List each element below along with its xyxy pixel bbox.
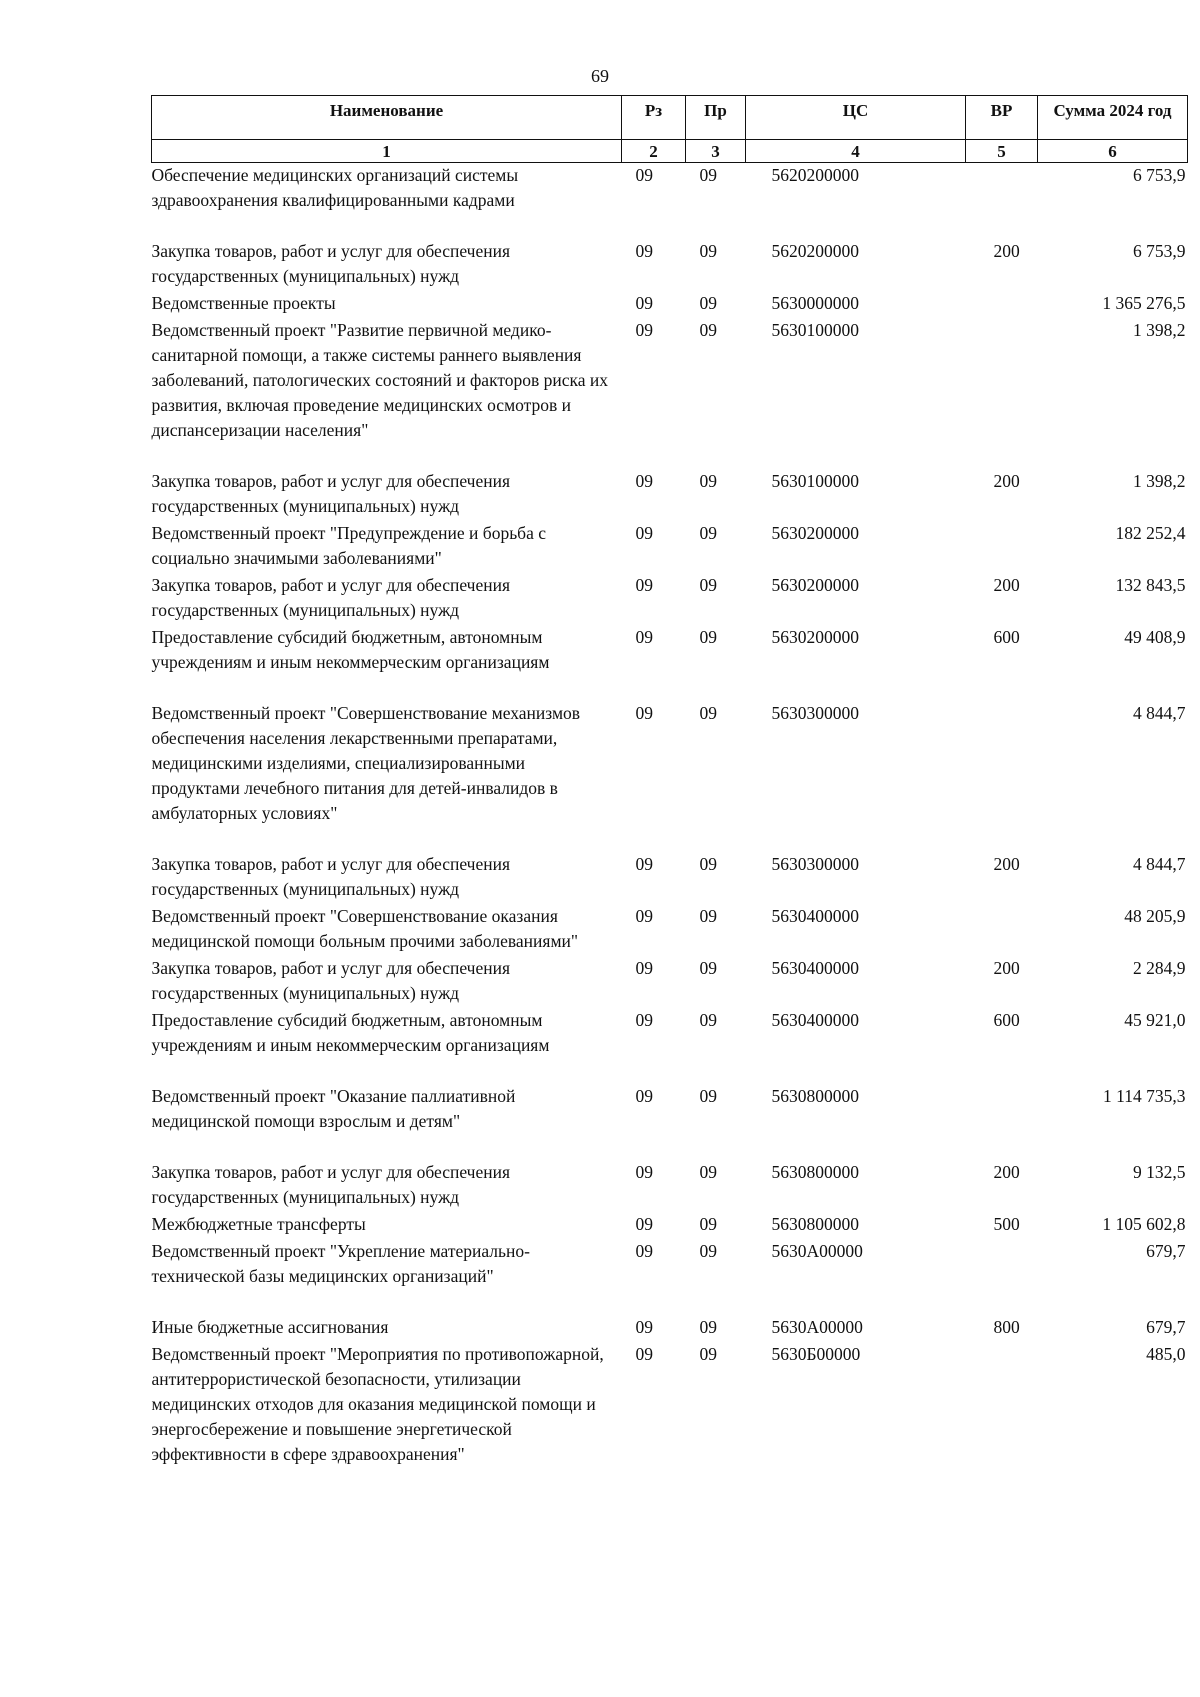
- table-row: [152, 852, 1188, 904]
- row-name: Ведомственный проект "Укрепление материально-технической базы медицинских организаций": [151, 1241, 530, 1286]
- row-name: Ведомственный проект "Мероприятия по противопожарной, антитеррористической безопасности, утилизации медицинских отходов для оказания медицинской помощи и энергосбережение и повышение энергетической эффективности в сфере здравоохранения": [151, 1344, 604, 1464]
- row-sum: 45 921,0: [1124, 1010, 1186, 1030]
- row-cs: 5630А00000: [771, 1241, 863, 1261]
- row-name: Ведомственный проект "Совершенствование оказания медицинской помощи больным прочими заболеваниями": [151, 906, 579, 951]
- row-vr: 800: [993, 1317, 1020, 1337]
- row-rz: 09: [635, 627, 653, 647]
- row-sum: 1 398,2: [1133, 320, 1186, 340]
- row-sum: 4 844,7: [1133, 854, 1186, 874]
- table-row: [152, 1315, 1188, 1342]
- row-sum: 679,7: [1146, 1317, 1186, 1337]
- row-sum: 1 105 602,8: [1102, 1214, 1186, 1234]
- column-number: 6: [1038, 140, 1188, 163]
- column-number: 4: [746, 140, 966, 163]
- row-sum: 132 843,5: [1115, 575, 1186, 595]
- table-row: [152, 1008, 1188, 1084]
- page-number: 69: [591, 66, 609, 86]
- row-cs: 5630400000: [771, 958, 859, 978]
- row-sum: 6 753,9: [1133, 241, 1186, 261]
- row-vr: [966, 1084, 1038, 1160]
- row-name: Закупка товаров, работ и услуг для обеспечения государственных (муниципальных) нужд: [151, 854, 511, 899]
- row-rz: 09: [635, 293, 653, 313]
- row-rz: 09: [635, 906, 653, 926]
- row-cs: 5630800000: [771, 1162, 859, 1182]
- row-sum: 48 205,9: [1124, 906, 1186, 926]
- row-pr: 09: [699, 320, 717, 340]
- row-cs: 5630000000: [771, 293, 859, 313]
- table-row: [152, 1239, 1188, 1315]
- table-row: [152, 1212, 1188, 1239]
- row-vr: [966, 1239, 1038, 1315]
- table-row: [152, 163, 1188, 240]
- row-pr: 09: [699, 1162, 717, 1182]
- row-sum: 1 365 276,5: [1102, 293, 1186, 313]
- row-vr: [966, 1342, 1038, 1469]
- header-rz: Рз: [622, 96, 686, 140]
- row-cs: 5630300000: [771, 703, 859, 723]
- row-pr: 09: [699, 523, 717, 543]
- row-vr: 200: [993, 1162, 1020, 1182]
- table-row: [152, 469, 1188, 521]
- row-name: Ведомственный проект "Предупреждение и борьба с социально значимыми заболеваниями": [151, 523, 546, 568]
- row-rz: 09: [635, 1317, 653, 1337]
- row-pr: 09: [699, 575, 717, 595]
- row-vr: [966, 163, 1038, 240]
- table-row: [152, 1160, 1188, 1212]
- table-row: [152, 521, 1188, 573]
- column-number: 3: [686, 140, 746, 163]
- row-sum: 49 408,9: [1124, 627, 1186, 647]
- row-pr: 09: [699, 1086, 717, 1106]
- row-pr: 09: [699, 1241, 717, 1261]
- row-rz: 09: [635, 523, 653, 543]
- table-row: [152, 573, 1188, 625]
- row-cs: 5630400000: [771, 1010, 859, 1030]
- row-vr: 600: [993, 1010, 1020, 1030]
- row-vr: [966, 701, 1038, 852]
- row-pr: 09: [699, 958, 717, 978]
- row-pr: 09: [699, 293, 717, 313]
- row-pr: 09: [699, 1010, 717, 1030]
- row-pr: 09: [699, 627, 717, 647]
- row-cs: 5630Б00000: [771, 1344, 861, 1364]
- row-cs: 5630800000: [771, 1214, 859, 1234]
- row-rz: 09: [635, 703, 653, 723]
- budget-table: [151, 95, 1188, 1469]
- column-number: 2: [622, 140, 686, 163]
- row-rz: 09: [635, 320, 653, 340]
- row-sum: 6 753,9: [1133, 165, 1186, 185]
- row-cs: 5630100000: [771, 320, 859, 340]
- column-number: 5: [966, 140, 1038, 163]
- table-row: [152, 239, 1188, 291]
- row-name: Иные бюджетные ассигнования: [151, 1317, 389, 1337]
- table-row: [152, 701, 1188, 852]
- row-cs: 5630300000: [771, 854, 859, 874]
- header-row: [152, 96, 1188, 140]
- row-name: Закупка товаров, работ и услуг для обеспечения государственных (муниципальных) нужд: [151, 575, 511, 620]
- row-rz: 09: [635, 165, 653, 185]
- row-pr: 09: [699, 703, 717, 723]
- row-sum: 9 132,5: [1133, 1162, 1186, 1182]
- header-vr: ВР: [966, 96, 1038, 140]
- row-sum: 2 284,9: [1133, 958, 1186, 978]
- row-cs: 5630200000: [771, 523, 859, 543]
- row-name: Закупка товаров, работ и услуг для обеспечения государственных (муниципальных) нужд: [151, 471, 511, 516]
- row-cs: 5620200000: [771, 241, 859, 261]
- row-vr: [966, 521, 1038, 573]
- row-vr: 200: [993, 575, 1020, 595]
- row-name: Ведомственные проекты: [151, 293, 336, 313]
- row-sum: 485,0: [1146, 1344, 1186, 1364]
- row-name: Ведомственный проект "Развитие первичной медико-санитарной помощи, а также системы раннего выявления заболеваний, патологических состояний и факторов риска их развития, включая проведение медицинских осмотров и диспансеризации населения": [151, 320, 609, 440]
- row-vr: 500: [993, 1214, 1020, 1234]
- row-pr: 09: [699, 1317, 717, 1337]
- row-pr: 09: [699, 165, 717, 185]
- table-row: [152, 291, 1188, 318]
- row-cs: 5630А00000: [771, 1317, 863, 1337]
- row-name: Ведомственный проект "Оказание паллиативной медицинской помощи взрослым и детям": [151, 1086, 516, 1131]
- row-cs: 5630800000: [771, 1086, 859, 1106]
- table-row: [152, 625, 1188, 701]
- row-name: Закупка товаров, работ и услуг для обеспечения государственных (муниципальных) нужд: [151, 241, 511, 286]
- row-rz: 09: [635, 958, 653, 978]
- row-rz: 09: [635, 1241, 653, 1261]
- row-rz: 09: [635, 1344, 653, 1364]
- row-rz: 09: [635, 471, 653, 491]
- table-row: [152, 904, 1188, 956]
- row-name: Закупка товаров, работ и услуг для обеспечения государственных (муниципальных) нужд: [151, 958, 511, 1003]
- header-name: Наименование: [152, 96, 622, 140]
- row-cs: 5630200000: [771, 627, 859, 647]
- table-row: [152, 1342, 1188, 1469]
- row-name: Предоставление субсидий бюджетным, автономным учреждениям и иным некоммерческим организациям: [151, 1010, 550, 1055]
- header-pr: Пр: [686, 96, 746, 140]
- row-vr: 200: [993, 471, 1020, 491]
- row-rz: 09: [635, 1010, 653, 1030]
- row-sum: 679,7: [1146, 1241, 1186, 1261]
- row-cs: 5620200000: [771, 165, 859, 185]
- row-sum: 182 252,4: [1115, 523, 1186, 543]
- row-vr: [966, 904, 1038, 956]
- row-rz: 09: [635, 854, 653, 874]
- row-cs: 5630400000: [771, 906, 859, 926]
- row-sum: 4 844,7: [1133, 703, 1186, 723]
- row-vr: 600: [993, 627, 1020, 647]
- row-name: Предоставление субсидий бюджетным, автономным учреждениям и иным некоммерческим организациям: [151, 627, 550, 672]
- table-row: [152, 318, 1188, 469]
- row-vr: [966, 318, 1038, 469]
- row-rz: 09: [635, 1214, 653, 1234]
- row-cs: 5630100000: [771, 471, 859, 491]
- row-sum: 1 398,2: [1133, 471, 1186, 491]
- row-name: Межбюджетные трансферты: [151, 1214, 366, 1234]
- row-vr: 200: [993, 854, 1020, 874]
- row-pr: 09: [699, 241, 717, 261]
- row-name: Закупка товаров, работ и услуг для обеспечения государственных (муниципальных) нужд: [151, 1162, 511, 1207]
- row-vr: 200: [993, 241, 1020, 261]
- row-vr: [966, 291, 1038, 318]
- row-rz: 09: [635, 1086, 653, 1106]
- table-row: [152, 1084, 1188, 1160]
- row-name: Ведомственный проект "Совершенствование механизмов обеспечения населения лекарственными препаратами, медицинскими изделиями, специализированными продуктами лечебного питания для детей-инвалидов в амбулаторных условиях": [151, 703, 581, 823]
- row-rz: 09: [635, 575, 653, 595]
- column-number-row: [152, 140, 1188, 163]
- column-number: 1: [152, 140, 622, 163]
- row-pr: 09: [699, 1214, 717, 1234]
- row-pr: 09: [699, 471, 717, 491]
- row-cs: 5630200000: [771, 575, 859, 595]
- header-cs: ЦС: [746, 96, 966, 140]
- row-sum: 1 114 735,3: [1103, 1086, 1186, 1106]
- row-pr: 09: [699, 854, 717, 874]
- table-row: [152, 956, 1188, 1008]
- row-name: Обеспечение медицинских организаций системы здравоохранения квалифицированными кадрами: [151, 165, 519, 210]
- header-sum: Сумма 2024 год: [1038, 96, 1188, 140]
- row-rz: 09: [635, 241, 653, 261]
- row-rz: 09: [635, 1162, 653, 1182]
- row-pr: 09: [699, 1344, 717, 1364]
- row-vr: 200: [993, 958, 1020, 978]
- row-pr: 09: [699, 906, 717, 926]
